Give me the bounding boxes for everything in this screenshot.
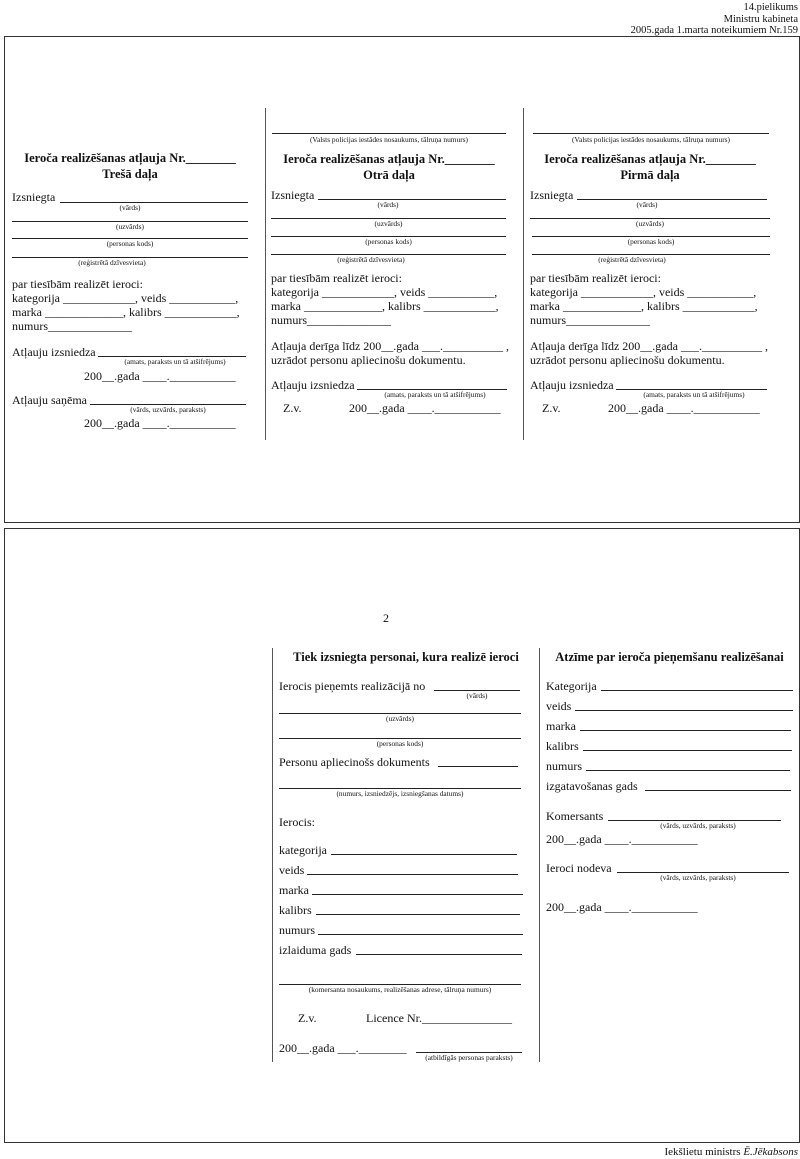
handover-surname-caption: (uzvārds) — [386, 714, 414, 723]
regulation-ref: 2005.gada 1.marta noteikumiem Nr.159 — [630, 25, 798, 36]
part2-name-caption: (vārds) — [377, 200, 399, 209]
handover-merchant-caption: (komersanta nosaukums, realizēšanas adrese, tālruņa numurs) — [308, 985, 492, 994]
handover-number-field[interactable] — [318, 934, 523, 935]
part3-residence-caption: (reģistrētā dzīvesvieta) — [78, 258, 146, 267]
part3-code-caption: (personas kods) — [106, 239, 154, 248]
acceptance-manufacture-label: izgatavošanas gads — [546, 779, 638, 793]
part2-issuer-caption: (amats, paraksts un tā atšifrējums) — [384, 390, 486, 399]
handover-name-caption: (vārds) — [466, 691, 488, 700]
handover-title: Tiek izsniegta personai, kura realizē ieroci — [293, 650, 519, 664]
handover-doc-label: Personu apliecinošs dokuments — [279, 755, 430, 769]
part3-subtitle: Trešā daļa — [102, 167, 158, 181]
part1-category-line: kategorija ____________, veids ___________, — [530, 285, 757, 299]
acceptance-merchant-caption: (vārds, uzvārds, paraksts) — [660, 821, 736, 830]
handover-category-label: kategorija — [279, 843, 327, 857]
handover-date: 200__.gada ___.________ — [279, 1041, 407, 1055]
part2-valid-line: Atļauja derīga līdz 200__.gada ___.__________ , — [271, 339, 509, 353]
part1-valid-line: Atļauja derīga līdz 200__.gada ___.__________ , — [530, 339, 768, 353]
part1-name-caption: (vārds) — [636, 200, 658, 209]
part2-residence-caption: (reģistrētā dzīvesvieta) — [337, 255, 405, 264]
handover-make-label: marka — [279, 883, 309, 897]
handover-number-label: numurs — [279, 923, 315, 937]
part1-code-caption: (personas kods) — [627, 237, 675, 246]
acceptance-delivered-caption: (vārds, uzvārds, paraksts) — [660, 873, 736, 882]
handover-year-field[interactable] — [356, 954, 522, 955]
divider-left — [272, 648, 273, 1062]
acceptance-date-2: 200__.gada ____.___________ — [546, 900, 698, 914]
part3-right-label: par tiesībām realizēt ieroci: — [12, 277, 143, 291]
part1-number-line: numurs______________ — [530, 313, 650, 327]
handover-weapon-label: Ierocis: — [279, 815, 315, 829]
part3-issuer-caption: (amats, paraksts un tā atšifrējums) — [124, 357, 226, 366]
acceptance-type-field[interactable] — [575, 710, 793, 711]
part1-police-field[interactable] — [533, 133, 769, 134]
handover-type-label: veids — [279, 863, 305, 877]
part2-issued-label: Izsniegta — [271, 188, 315, 202]
part3-issue-date: 200__.gada ____.___________ — [84, 369, 236, 383]
handover-doc-field-a[interactable] — [438, 766, 518, 767]
part3-title: Ieroča realizēšanas atļauja Nr.________ — [24, 151, 236, 165]
acceptance-caliber-field[interactable] — [583, 750, 792, 751]
acceptance-date-1: 200__.gada ____.___________ — [546, 832, 698, 846]
minister-title: Iekšlietu ministrs — [664, 1146, 741, 1158]
handover-caliber-field[interactable] — [316, 914, 520, 915]
part2-seal: Z.v. — [283, 401, 302, 415]
part3-make-line: marka _____________, kalibrs ____________, — [12, 305, 240, 319]
acceptance-type-label: veids — [546, 699, 572, 713]
part2-category-line: kategorija ____________, veids ___________, — [271, 285, 498, 299]
part2-number-line: numurs______________ — [271, 313, 391, 327]
annex-header — [631, 2, 798, 37]
part1-issuer-caption: (amats, paraksts un tā atšifrējums) — [643, 390, 745, 399]
part2-code-caption: (personas kods) — [365, 237, 412, 246]
part1-document-line: uzrādot personu apliecinošu dokumentu. — [530, 353, 725, 367]
part2-right-label: par tiesībām realizēt ieroci: — [271, 271, 402, 285]
divider-right — [539, 648, 540, 1062]
part1-issued-label: Izsniegta — [530, 188, 574, 202]
part2-make-line: marka _____________, kalibrs ____________, — [271, 299, 499, 313]
minister-signature: Ē.Jēkabsons — [743, 1146, 798, 1158]
part2-document-line: uzrādot personu apliecinošu dokumentu. — [271, 353, 466, 367]
handover-seal: Z.v. — [298, 1011, 317, 1025]
acceptance-category-field[interactable] — [601, 690, 793, 691]
handover-year-label: izlaiduma gads — [279, 943, 352, 957]
handover-sign-caption: (atbildīgās personas paraksts) — [425, 1053, 513, 1062]
part2-surname-caption: (uzvārds) — [374, 219, 403, 228]
handover-licence: Licence Nr._______________ — [366, 1011, 512, 1025]
part2-police-field[interactable] — [272, 133, 506, 134]
acceptance-merchant-label: Komersants — [546, 809, 604, 823]
acceptance-manufacture-field[interactable] — [645, 790, 791, 791]
handover-doc-caption: (numurs, izsniedzējs, izsniegšanas datums) — [336, 789, 464, 798]
part3-received-label: Atļauju saņēma — [12, 393, 87, 407]
part2-police-caption: (Valsts policijas iestādes nosaukums, tālruņa numurs) — [309, 135, 469, 144]
part1-subtitle: Pirmā daļa — [620, 168, 680, 182]
part2-subtitle: Otrā daļa — [363, 168, 415, 182]
handover-code-caption: (personas kods) — [376, 739, 424, 748]
part1-title: Ieroča realizēšanas atļauja Nr.________ — [544, 152, 756, 166]
acceptance-caliber-label: kalibrs — [546, 739, 579, 753]
part1-right-label: par tiesībām realizēt ieroci: — [530, 271, 661, 285]
acceptance-number-label: numurs — [546, 759, 582, 773]
handover-make-field[interactable] — [312, 894, 523, 895]
part3-number-line: numurs______________ — [12, 319, 132, 333]
handover-caliber-label: kalibrs — [279, 903, 312, 917]
part3-received-caption: (vārds, uzvārds, paraksts) — [130, 405, 206, 414]
handover-type-field[interactable] — [307, 874, 518, 875]
acceptance-category-label: Kategorija — [546, 679, 597, 693]
part3-surname-caption: (uzvārds) — [116, 222, 144, 231]
acceptance-make-label: marka — [546, 719, 576, 733]
cut-line-1 — [265, 108, 266, 440]
part1-seal: Z.v. — [542, 401, 561, 415]
annex-number: 14.pielikums — [743, 2, 798, 13]
part3-issuer-label: Atļauju izsniedza — [12, 345, 96, 359]
part1-make-line: marka _____________, kalibrs ____________, — [530, 299, 758, 313]
handover-accepted-label: Ierocis pieņemts realizācijā no — [279, 679, 426, 693]
part3-receipt-date: 200__.gada ____.___________ — [84, 416, 236, 430]
acceptance-number-field[interactable] — [586, 770, 790, 771]
part3-name-caption: (vārds) — [119, 203, 141, 212]
part2-date: 200__.gada ____.___________ — [349, 401, 501, 415]
cut-line-2 — [523, 108, 524, 440]
part3-issued-label: Izsniegta — [12, 190, 56, 204]
page-number: 2 — [383, 611, 389, 625]
part1-police-caption: (Valsts policijas iestādes nosaukums, tālruņa numurs) — [571, 135, 731, 144]
handover-category-field[interactable] — [331, 854, 517, 855]
part1-issuer-label: Atļauju izsniedza — [530, 378, 614, 392]
part1-residence-caption: (reģistrētā dzīvesvieta) — [598, 255, 666, 264]
part3-category-line: kategorija ____________, veids ___________, — [12, 291, 239, 305]
minister-footer — [664, 1145, 798, 1159]
part2-title: Ieroča realizēšanas atļauja Nr.________ — [283, 152, 495, 166]
acceptance-title: Atzīme par ieroča pieņemšanu realizēšanai — [555, 650, 784, 664]
acceptance-delivered-label: Ieroci nodeva — [546, 861, 612, 875]
part1-date: 200__.gada ____.___________ — [608, 401, 760, 415]
cabinet-label: Ministru kabineta — [723, 13, 798, 25]
part2-issuer-label: Atļauju izsniedza — [271, 378, 355, 392]
acceptance-make-field[interactable] — [580, 730, 791, 731]
part1-surname-caption: (uzvārds) — [636, 219, 664, 228]
